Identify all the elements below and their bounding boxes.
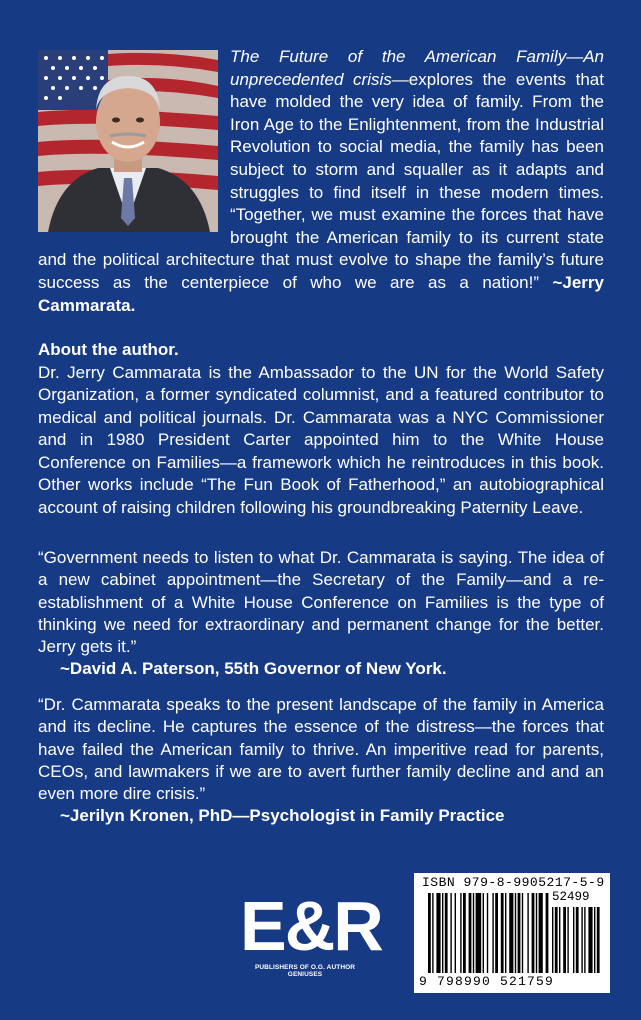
barcode-bar	[476, 893, 482, 973]
quote-text: “Dr. Cammarata speaks to the present landscape of the family in America and its decline. He captures the essence of the distress—the forces that have failed the American family to thrive. An imperitive read for parents, CEOs, and lawmakers if we are to avert further family decline and and an even more dire crisis.”	[38, 695, 604, 804]
publisher-tagline: PUBLISHERS OF O.G. AUTHOR GENIUSES	[254, 964, 356, 978]
barcode-bar	[546, 893, 549, 973]
intro-body: explores the events that have molded the very idea of family. From the Iron Age to the Enlightenment, from the Industrial Revolution to social media, the family has been subject to storm and squaller as it adapts and struggles to find itself in these modern times. “Together, we must examine the forces that have brought the American family to its current state and the political architecture that must evolve to shape the family’s future success as the centerpiece of who we are as a nation!”	[38, 69, 604, 292]
price-code: 52499	[552, 890, 590, 904]
barcode-bar	[436, 893, 440, 973]
endorsement-quote	[38, 694, 604, 828]
barcode-bar	[532, 893, 535, 973]
barcode-bar	[469, 893, 472, 973]
publisher-logo	[240, 887, 382, 988]
subtitle-dash: —	[391, 69, 409, 89]
endorsement-quote	[38, 547, 604, 681]
barcode-bar	[515, 893, 516, 973]
barcode-bar	[487, 893, 488, 973]
barcode-bar	[522, 893, 523, 973]
barcode-bar	[483, 893, 484, 973]
barcode-addon-bar	[576, 907, 579, 973]
barcode-bar	[527, 893, 528, 973]
quote-attribution: ~Jerilyn Kronen, PhD—Psychologist in Family Practice	[60, 806, 505, 826]
barcode-addon-bar	[581, 907, 582, 973]
intro-paragraph	[38, 46, 604, 317]
barcode-bar	[450, 893, 451, 973]
barcode-bar	[539, 893, 543, 973]
barcode-bar	[455, 893, 456, 973]
about-body: Dr. Jerry Cammarata is the Ambassador to the UN for the World Safety Organization, a former syndicated columnist, and a featured contributor to medical and political journals. Dr. Cammarata was a NYC Commissioner and in 1980 President Carter appointed him to the White House Conference on Families—a framework which he reintroduces in this book. Other works include “The Fun Book of Fatherhood,” an autobiographical account of raising children following his groundbreaking Paternity Leave.	[38, 362, 604, 517]
isbn-barcode	[414, 873, 610, 993]
barcode-bar	[505, 893, 506, 973]
barcode-addon-bar	[584, 907, 585, 973]
barcode-bar	[442, 893, 443, 973]
barcode-addon-bar	[555, 907, 558, 973]
publisher-logo-text: E&R	[240, 887, 382, 965]
barcode-digits: 9 798990 521759	[419, 974, 555, 989]
barcode-bar	[432, 893, 433, 973]
barcode-bar	[509, 893, 513, 973]
barcode-bar	[473, 893, 474, 973]
book-subtitle: An unprecedented crisis	[230, 47, 604, 89]
barcode-bar	[495, 893, 498, 973]
barcode-bar	[536, 893, 537, 973]
book-title: The Future of the American Family	[230, 47, 567, 66]
barcode-bar	[428, 893, 431, 973]
quote-text: “Government needs to listen to what Dr. Cammarata is saying. The idea of a new cabinet appointment—the Secretary of the Family—and a re-establishment of a White House Conference on Families is the type of thinking we need for extraordinary and permanent change for the better. Jerry gets it.”	[38, 548, 604, 657]
barcode-addon-bar	[597, 907, 600, 973]
barcode-bar	[460, 893, 461, 973]
barcode-addon-bar	[563, 907, 566, 973]
intro-signature: ~Jerry Cammarata.	[38, 272, 604, 315]
about-author-section	[38, 339, 604, 519]
barcode-addon-bar	[567, 907, 568, 973]
barcode-bar	[501, 893, 504, 973]
barcode-addon-bar	[594, 907, 595, 973]
about-heading: About the author.	[38, 340, 179, 359]
barcode-bar	[463, 893, 466, 973]
isbn-label: ISBN 979-8-9905217-5-9	[422, 875, 605, 890]
barcode-addon-bar	[559, 907, 560, 973]
barcode-addon-bar	[573, 907, 574, 973]
barcode-addon-bar	[552, 907, 553, 973]
title-dash: —	[566, 47, 584, 66]
quote-attribution: ~David A. Paterson, 55th Governor of New York.	[60, 659, 447, 679]
barcode-bar	[492, 893, 493, 973]
barcode-bar	[445, 893, 448, 973]
photo-float-spacer	[38, 46, 230, 236]
barcode-addon-bar	[588, 907, 592, 973]
barcode-bar	[518, 893, 521, 973]
